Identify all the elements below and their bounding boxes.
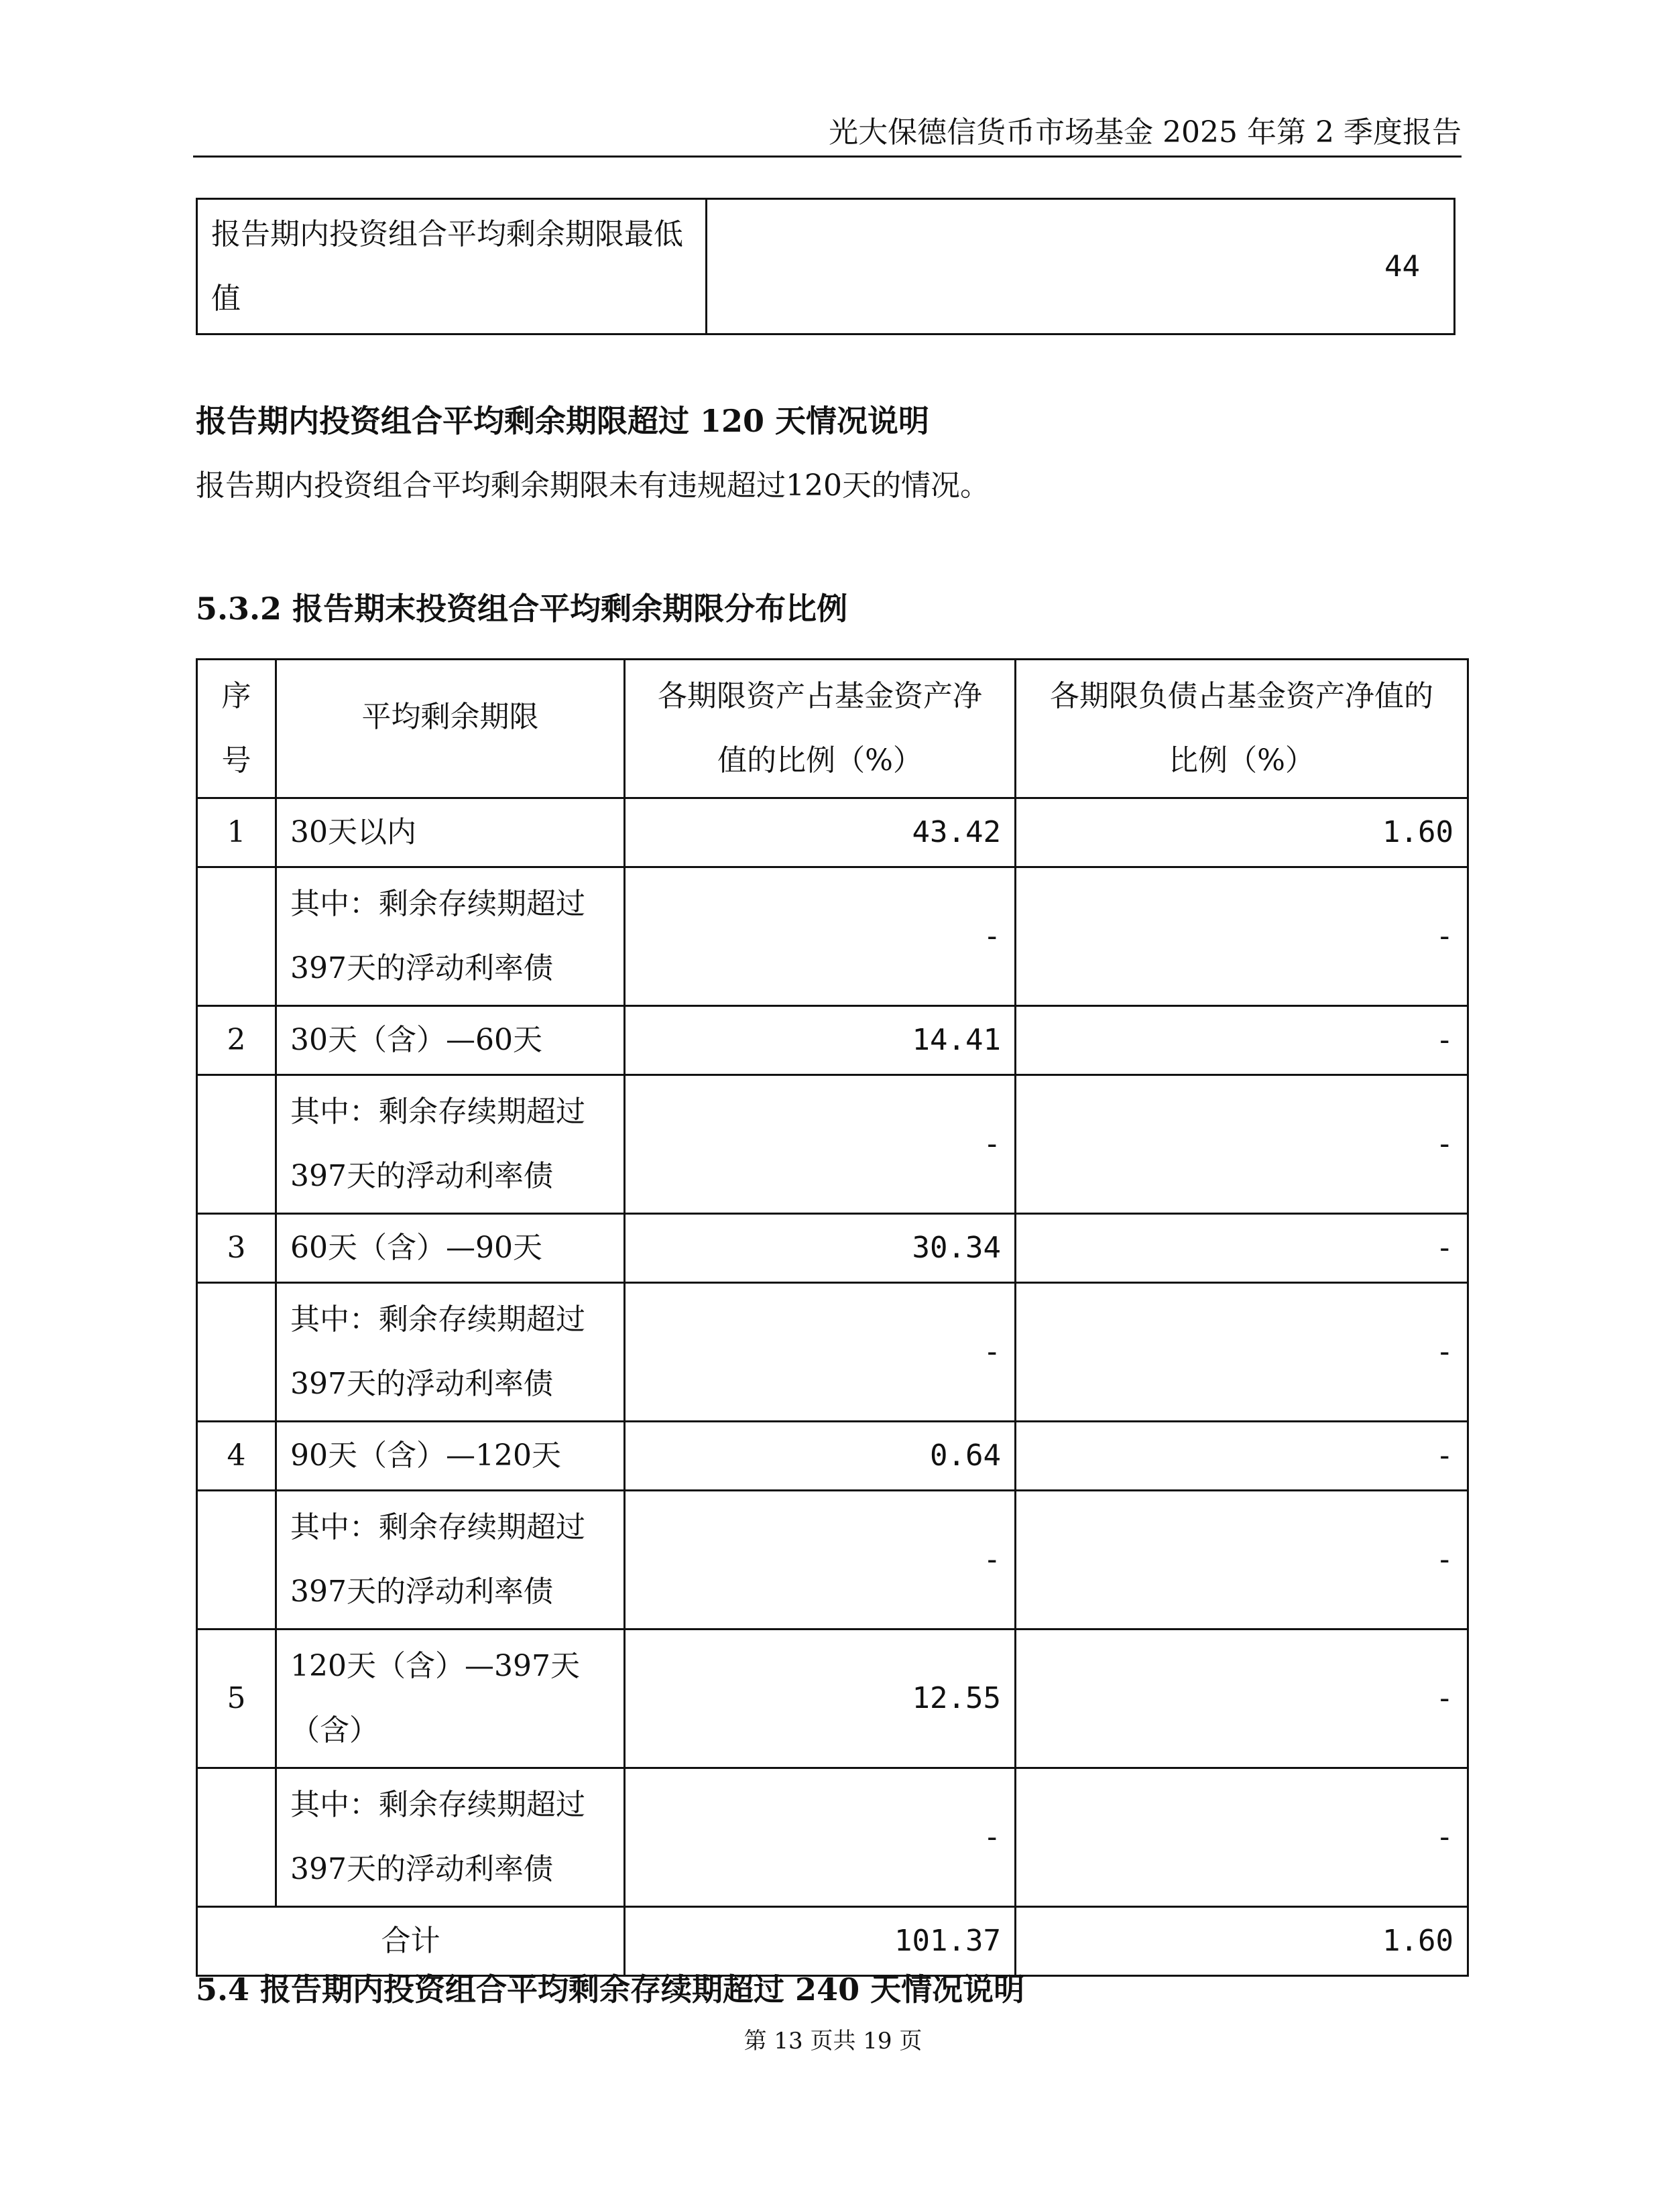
row-term: 其中：剩余存续期超过397天的浮动利率债 xyxy=(276,1075,625,1214)
table-row xyxy=(197,1422,1468,1491)
table-row xyxy=(197,199,1455,334)
table-row xyxy=(197,1075,1468,1214)
row-term: 其中：剩余存续期超过397天的浮动利率债 xyxy=(276,1283,625,1422)
row-asset-ratio: - xyxy=(625,1075,1016,1214)
summary-table xyxy=(196,198,1455,335)
row-term: 30天以内 xyxy=(276,798,625,867)
row-term: 30天（含）—60天 xyxy=(276,1006,625,1075)
row-liability-ratio: - xyxy=(1016,1491,1468,1630)
row-asset-ratio: 30.34 xyxy=(625,1214,1016,1283)
section-120-heading: 报告期内投资组合平均剩余期限超过 120 天情况说明 xyxy=(196,403,930,439)
row-seq xyxy=(197,1075,276,1214)
row-asset-ratio: - xyxy=(625,867,1016,1006)
document-header-title: 光大保德信货币市场基金 2025 年第 2 季度报告 xyxy=(829,115,1462,149)
row-term: 其中：剩余存续期超过397天的浮动利率债 xyxy=(276,1768,625,1907)
distribution-table xyxy=(196,658,1469,1977)
column-header-seq: 序号 xyxy=(197,660,276,798)
section-532-heading: 5.3.2 报告期末投资组合平均剩余期限分布比例 xyxy=(196,591,848,627)
row-liability-ratio: - xyxy=(1016,1214,1468,1283)
table-row xyxy=(197,798,1468,867)
row-term: 60天（含）—90天 xyxy=(276,1214,625,1283)
total-asset-ratio: 101.37 xyxy=(625,1907,1016,1976)
row-asset-ratio: 43.42 xyxy=(625,798,1016,867)
row-liability-ratio: - xyxy=(1016,1075,1468,1214)
summary-label: 报告期内投资组合平均剩余期限最低值 xyxy=(197,199,707,334)
header-divider xyxy=(193,156,1462,158)
row-seq xyxy=(197,867,276,1006)
row-asset-ratio: - xyxy=(625,1283,1016,1422)
row-liability-ratio: - xyxy=(1016,1283,1468,1422)
summary-value: 44 xyxy=(707,199,1455,334)
column-header-asset-ratio: 各期限资产占基金资产净值的比例（%） xyxy=(625,660,1016,798)
row-liability-ratio: - xyxy=(1016,867,1468,1006)
page-number: 第 13 页共 19 页 xyxy=(743,2028,923,2054)
table-row xyxy=(197,1491,1468,1630)
row-asset-ratio: - xyxy=(625,1491,1016,1630)
table-total-row xyxy=(197,1907,1468,1976)
table-header-row xyxy=(197,660,1468,798)
total-liability-ratio: 1.60 xyxy=(1016,1907,1468,1976)
row-seq xyxy=(197,1283,276,1422)
row-seq: 1 xyxy=(197,798,276,867)
section-120-text: 报告期内投资组合平均剩余期限未有违规超过120天的情况。 xyxy=(196,469,990,503)
section-54-heading: 5.4 报告期内投资组合平均剩余存续期超过 240 天情况说明 xyxy=(196,1971,1025,2008)
table-row xyxy=(197,1283,1468,1422)
row-term: 90天（含）—120天 xyxy=(276,1422,625,1491)
row-asset-ratio: 0.64 xyxy=(625,1422,1016,1491)
total-label: 合计 xyxy=(197,1907,625,1976)
row-liability-ratio: - xyxy=(1016,1006,1468,1075)
table-row xyxy=(197,1214,1468,1283)
row-term: 其中：剩余存续期超过397天的浮动利率债 xyxy=(276,867,625,1006)
row-liability-ratio: - xyxy=(1016,1422,1468,1491)
row-liability-ratio: - xyxy=(1016,1630,1468,1768)
table-row xyxy=(197,1630,1468,1768)
row-seq xyxy=(197,1768,276,1907)
row-term: 其中：剩余存续期超过397天的浮动利率债 xyxy=(276,1491,625,1630)
row-liability-ratio: 1.60 xyxy=(1016,798,1468,867)
row-seq: 4 xyxy=(197,1422,276,1491)
row-seq: 2 xyxy=(197,1006,276,1075)
row-seq: 5 xyxy=(197,1630,276,1768)
row-asset-ratio: 14.41 xyxy=(625,1006,1016,1075)
column-header-liability-ratio: 各期限负债占基金资产净值的比例（%） xyxy=(1016,660,1468,798)
table-row xyxy=(197,1768,1468,1907)
row-asset-ratio: - xyxy=(625,1768,1016,1907)
row-asset-ratio: 12.55 xyxy=(625,1630,1016,1768)
column-header-term: 平均剩余期限 xyxy=(276,660,625,798)
table-row xyxy=(197,867,1468,1006)
row-liability-ratio: - xyxy=(1016,1768,1468,1907)
row-seq xyxy=(197,1491,276,1630)
row-seq: 3 xyxy=(197,1214,276,1283)
table-row xyxy=(197,1006,1468,1075)
row-term: 120天（含）—397天（含） xyxy=(276,1630,625,1768)
